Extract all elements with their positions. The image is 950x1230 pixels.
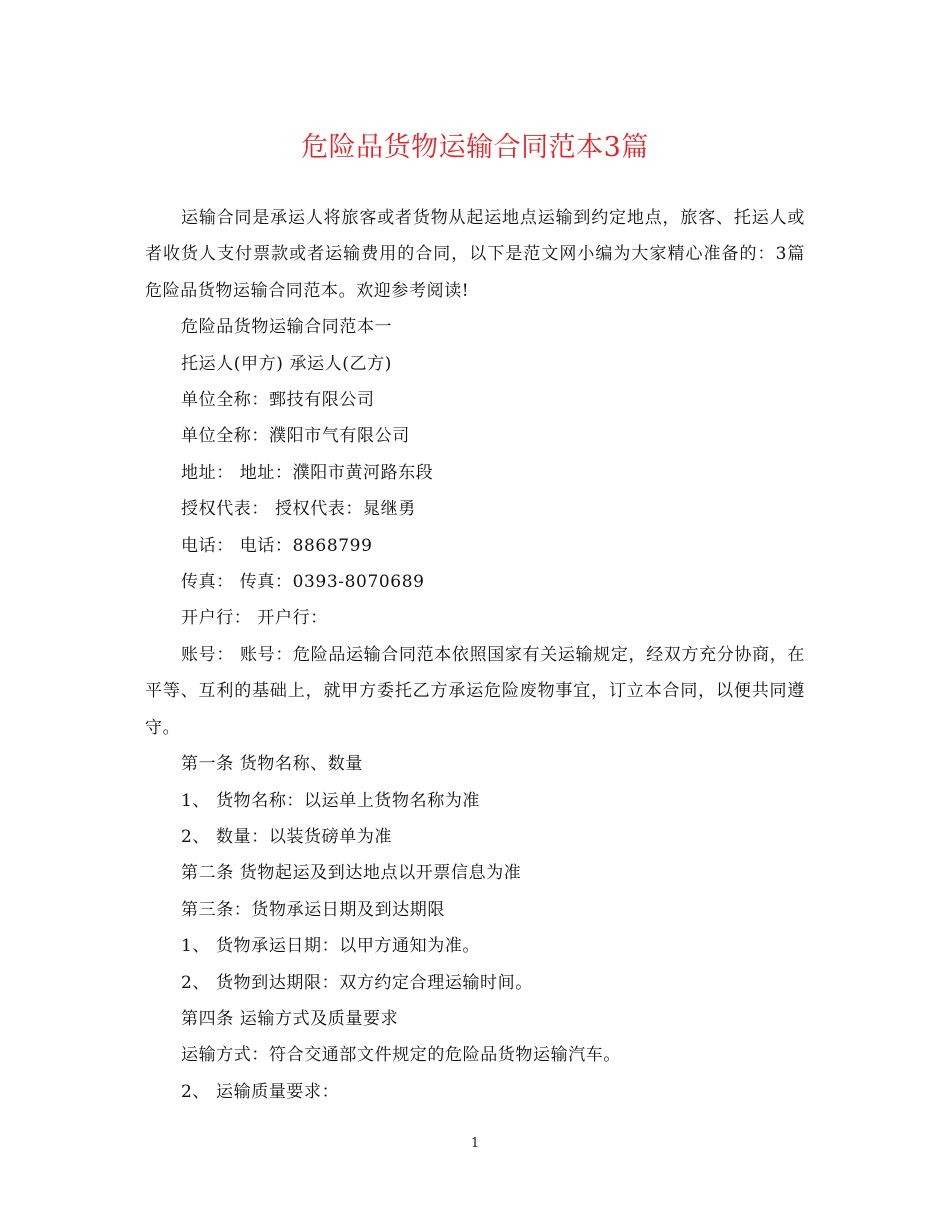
paragraph: 运输方式：符合交通部文件规定的危险品货物运输汽车。 xyxy=(181,1045,621,1066)
page-number: 1 xyxy=(470,1136,480,1151)
paragraph: 危险品货物运输合同范本一 xyxy=(181,317,393,338)
paragraph: 1、 货物名称：以运单上货物名称为准 xyxy=(181,790,481,811)
paragraph: 单位全称：濮阳市气有限公司 xyxy=(181,426,410,447)
paragraph: 开户行： 开户行： xyxy=(181,608,328,629)
paragraph: 第四条 运输方式及质量要求 xyxy=(181,1008,399,1029)
paragraph: 授权代表： 授权代表：晁继勇 xyxy=(181,499,416,520)
paragraph: 第一条 货物名称、数量 xyxy=(181,754,364,775)
paragraph: 单位全称：鄄技有限公司 xyxy=(181,390,375,411)
paragraph: 传真： 传真：0393-8070689 xyxy=(181,572,425,593)
paragraph: 电话： 电话：8868799 xyxy=(181,535,373,556)
document-body xyxy=(145,200,805,1110)
paragraph: 2、 货物到达期限：双方约定合理运输时间。 xyxy=(181,972,533,993)
paragraph: 账号： 账号：危险品运输合同范本依照国家有关运输规定，经双方充分协商，在平等、互利的基础上，就甲方委托乙方承运危险废物事宜，订立本合同，以便共同遵守。 xyxy=(145,644,805,738)
paragraph: 运输合同是承运人将旅客或者货物从起运地点运输到约定地点，旅客、托运人或者收货人支付票款或者运输费用的合同，以下是范文网小编为大家精心准备的：3篇危险品货物运输合同范本。欢迎参考阅读! xyxy=(145,208,805,301)
document-title: 危险品货物运输合同范本3篇 xyxy=(301,132,649,163)
paragraph: 1、 货物承运日期：以甲方通知为准。 xyxy=(181,936,481,957)
paragraph: 第三条：货物承运日期及到达期限 xyxy=(181,899,445,920)
paragraph: 2、 数量：以装货磅单为准 xyxy=(181,826,393,847)
paragraph: 第二条 货物起运及到达地点以开票信息为准 xyxy=(181,863,522,884)
paragraph: 2、 运输质量要求： xyxy=(181,1081,340,1102)
paragraph: 托运人(甲方) 承运人(乙方) xyxy=(181,353,392,374)
paragraph: 地址： 地址：濮阳市黄河路东段 xyxy=(181,462,434,483)
